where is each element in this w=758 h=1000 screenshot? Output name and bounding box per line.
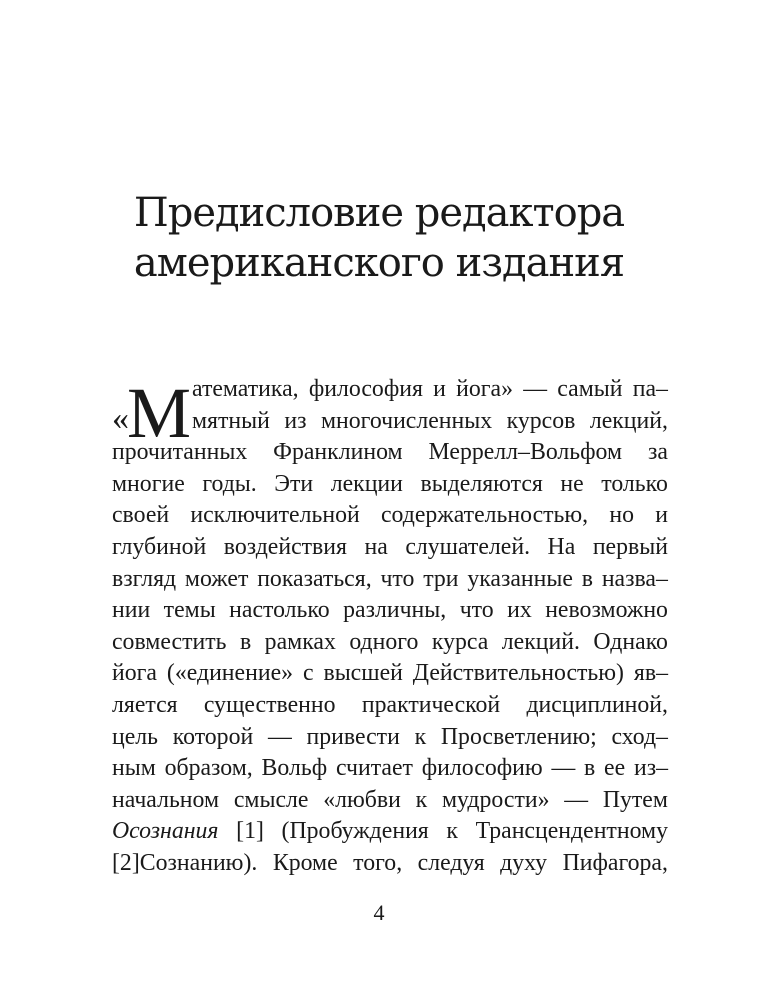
text-word: атематика, (192, 376, 299, 402)
text-word: что (459, 597, 494, 624)
text-word: многочисленных (320, 407, 493, 434)
text-word: курсов (506, 407, 576, 434)
text-word: различны, (343, 597, 447, 624)
text-word: духу (500, 849, 548, 876)
text-line (112, 437, 668, 469)
text-word: и (433, 376, 446, 402)
text-word: На (547, 533, 576, 560)
body-paragraph (112, 374, 668, 880)
text-word: содержательностью, (380, 502, 589, 529)
text-line (112, 753, 668, 785)
text-word: лекций, (589, 407, 668, 434)
text-word: ее (604, 755, 626, 782)
text-line (112, 627, 668, 659)
text-word: лекции (330, 470, 403, 497)
text-line (112, 848, 668, 880)
text-word: существенно (203, 691, 336, 718)
opening-quote: « (112, 400, 129, 437)
text-word: настолько (229, 597, 330, 624)
text-word: практической (361, 691, 501, 718)
text-word: Эти (274, 470, 314, 497)
text-word: слушателей. (405, 533, 531, 560)
text-line (112, 816, 668, 848)
text-word: в (581, 565, 594, 592)
text-word: многие (112, 470, 185, 497)
text-word: и (655, 502, 668, 529)
text-word: воздействия (223, 533, 347, 560)
text-word: в (584, 755, 596, 782)
text-word: назва– (601, 565, 668, 592)
text-word: курса (431, 628, 489, 655)
text-word: выделяются (420, 470, 543, 497)
text-word: образом, (164, 755, 253, 782)
text-word: глубиной (112, 533, 207, 560)
text-word: только (601, 470, 668, 497)
text-word: Вольф (261, 755, 328, 782)
text-word: их (507, 597, 532, 624)
text-word: взгляд (112, 565, 177, 592)
text-line (112, 532, 668, 564)
text-word: — (551, 755, 576, 782)
text-line (112, 500, 668, 532)
text-word: может (184, 565, 249, 592)
text-word: но (609, 502, 634, 529)
text-word: Осознания (112, 818, 219, 845)
text-word: Просветлению; (440, 723, 597, 750)
text-word: мудрости» (441, 786, 550, 813)
text-word: — (564, 786, 589, 813)
text-word: первый (592, 533, 668, 560)
text-word: Кроме (272, 849, 338, 876)
text-word: сход– (611, 723, 668, 750)
text-word: из (284, 407, 307, 434)
chapter-title (60, 188, 698, 288)
text-line (112, 785, 668, 817)
text-word: Трансцендентному (475, 818, 668, 845)
text-word: что (380, 565, 415, 592)
text-word: исключительной (190, 502, 360, 529)
drop-cap-letter: М (127, 373, 192, 453)
text-line (112, 469, 668, 501)
text-word: не (560, 470, 584, 497)
text-word: совместить (112, 628, 227, 655)
page-number: 4 (373, 900, 385, 925)
text-word: указанные (467, 565, 573, 592)
text-word: Действительностью) (412, 660, 624, 687)
text-line (112, 374, 668, 406)
text-word: начальном (112, 786, 220, 813)
text-word: — (267, 723, 292, 750)
text-word: (Пробуждения (281, 818, 429, 845)
text-word: прочитанных (112, 439, 248, 466)
text-word: к (415, 786, 428, 813)
text-word: темы (163, 597, 216, 624)
chapter-title-line-1: Предисловие редактора (133, 190, 625, 236)
text-word: с (302, 660, 314, 687)
text-word: цель (112, 723, 159, 750)
text-word: дисциплиной, (526, 691, 668, 718)
text-word: па– (632, 376, 668, 402)
text-word: йога (112, 660, 157, 687)
text-word: [1] (236, 818, 264, 845)
text-word: ляется (112, 691, 178, 718)
text-word: считает (335, 755, 413, 782)
text-word: философию (421, 755, 543, 782)
text-word: показаться, (257, 565, 372, 592)
text-line (112, 595, 668, 627)
text-word: привести (306, 723, 400, 750)
text-word: («единение» (166, 660, 294, 687)
text-word: Франклином (273, 439, 403, 466)
text-word: [2]Сознанию). (112, 849, 258, 876)
text-word: за (648, 439, 668, 466)
text-line (112, 406, 668, 438)
text-word: Меррелл–Вольфом (428, 439, 623, 466)
text-word: к (446, 818, 458, 845)
text-word: рамках (264, 628, 336, 655)
text-word: в (239, 628, 252, 655)
text-word: высшей (323, 660, 403, 687)
text-line (112, 658, 668, 690)
chapter-title-line-2: американского издания (133, 240, 625, 286)
text-word: смысле (233, 786, 309, 813)
text-word: яв– (633, 660, 668, 687)
text-word: того, (353, 849, 403, 876)
text-word: нии (112, 597, 151, 624)
text-word: которой (172, 723, 254, 750)
text-word: Пифагора, (562, 849, 668, 876)
text-word: невозможно (545, 597, 668, 624)
text-word: «любви (323, 786, 401, 813)
text-word: мятный (192, 407, 270, 434)
text-word: на (364, 533, 388, 560)
text-word: следуя (417, 849, 485, 876)
text-line (112, 690, 668, 722)
text-word: годы. (202, 470, 257, 497)
text-word: своей (112, 502, 170, 529)
text-word: лекций. (501, 628, 580, 655)
text-word: самый (557, 376, 623, 402)
text-word: — (523, 376, 548, 402)
text-word: йога» (456, 376, 514, 402)
text-word: Однако (593, 628, 668, 655)
text-word: три (423, 565, 459, 592)
text-word: к (414, 723, 427, 750)
text-word: Путем (602, 786, 668, 813)
text-word: философия (308, 376, 423, 402)
text-line (112, 564, 668, 596)
text-word: из– (633, 755, 668, 782)
text-line (112, 722, 668, 754)
text-word: одного (349, 628, 419, 655)
drop-cap-block (112, 373, 192, 453)
text-word: ным (112, 755, 156, 782)
